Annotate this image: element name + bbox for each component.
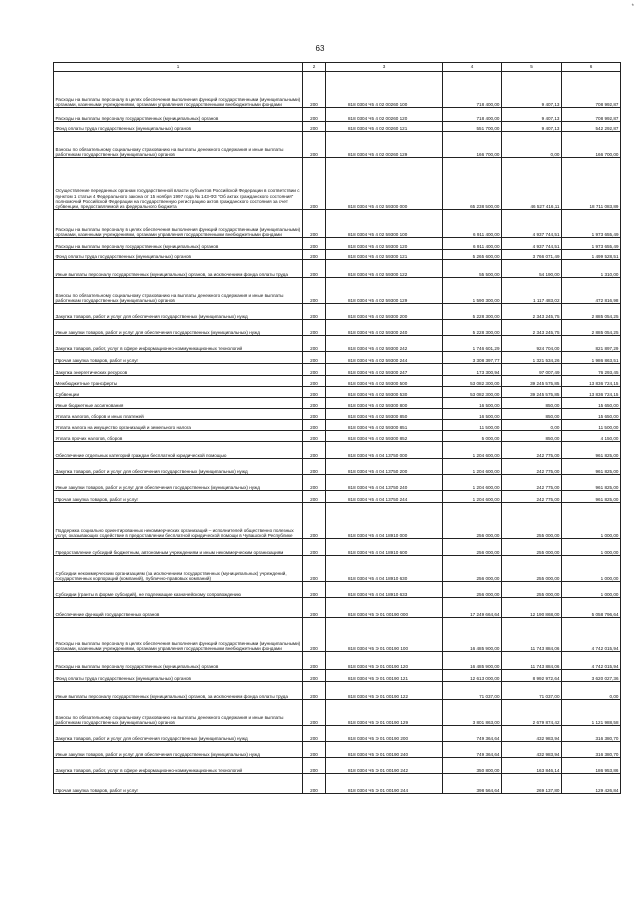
table-row [54,278,621,304]
table-row [54,442,621,459]
table-header-row [54,63,621,72]
table-row [54,132,621,158]
row-code: 200 [303,491,326,503]
unexecuted-amount: 18 711 083,89 [562,158,621,210]
executed-amount: 242 775,00 [502,475,562,491]
budget-classification-code: 818 0304 Ч5 Э 01 00190 240 [326,742,443,758]
row-code: 200 [303,420,326,431]
approved-amount: 256 000,00 [443,556,502,582]
executed-amount: 163 846,14 [502,758,562,774]
unexecuted-amount: 708 992,87 [562,108,621,122]
row-code: 200 [303,278,326,304]
executed-amount: 4 937 744,51 [502,210,562,238]
row-code: 200 [303,539,326,556]
row-code: 200 [303,742,326,758]
row-label: Закупка товаров, работ и услуг для обеспечения государственных (муниципальных) нужд [54,304,303,320]
row-code: 200 [303,260,326,278]
row-code: 200 [303,431,326,442]
row-label: Взносы по обязательному социальному страхованию на выплаты денежного содержания и иные выплаты работникам государственных (муниципальных) органов [54,132,303,158]
executed-amount: 850,00 [502,409,562,420]
table-row [54,652,621,670]
row-code: 200 [303,398,326,409]
budget-classification-code: 818 0304 Ч5 Э 01 00190 120 [326,652,443,670]
row-label: Фонд оплаты труда государственных (муниципальных) органов [54,670,303,682]
table-row [54,238,621,250]
row-code: 200 [303,250,326,260]
row-code: 200 [303,108,326,122]
unexecuted-amount: 2 885 054,25 [562,304,621,320]
column-header-1: 1 [54,63,303,72]
executed-amount: 0,00 [502,420,562,431]
approved-amount: 16 500,00 [443,398,502,409]
executed-amount: 1 321 534,26 [502,352,562,364]
row-label: Закупка товаров, работ и услуг для обеспечения государственных (муниципальных) нужд [54,726,303,742]
budget-classification-code: 818 0304 Ч5 4 02 00260 129 [326,132,443,158]
corner-mark: * [631,4,634,10]
table-row [54,398,621,409]
row-code: 200 [303,726,326,742]
unexecuted-amount: 15 650,00 [562,398,621,409]
executed-amount: 39 245 575,85 [502,376,562,387]
executed-amount: 850,00 [502,398,562,409]
row-code: 200 [303,132,326,158]
budget-classification-code: 818 0304 Ч5 4 02 00260 121 [326,122,443,132]
row-code: 200 [303,475,326,491]
approved-amount: 55 500,00 [443,260,502,278]
row-label: Иные выплаты персоналу государственных (муниципальных) органов, за исключением фонда оплаты труда [54,682,303,700]
executed-amount: 46 527 416,11 [502,158,562,210]
table-row [54,556,621,582]
budget-classification-code: 818 0304 Ч5 4 02 59300 851 [326,420,443,431]
row-code: 200 [303,618,326,652]
row-code: 200 [303,364,326,376]
executed-amount: 0,00 [502,132,562,158]
approved-amount: 1 746 601,29 [443,336,502,352]
approved-amount: 173 300,94 [443,364,502,376]
unexecuted-amount: 1 499 528,51 [562,250,621,260]
row-label: Обеспечение отдельных категорий граждан бесплатной юридической помощью [54,442,303,459]
budget-classification-code: 818 0304 Ч5 4 02 59300 200 [326,304,443,320]
executed-amount: 2 343 245,75 [502,320,562,336]
row-label: Уплата налогов, сборов и иных платежей [54,409,303,420]
budget-classification-code: 818 0304 Ч5 4 02 59300 121 [326,250,443,260]
column-header-2: 2 [303,63,326,72]
budget-classification-code: 818 0304 Ч5 4 04 13750 200 [326,459,443,475]
budget-classification-code: 818 0304 Ч5 4 02 59300 850 [326,409,443,420]
approved-amount: 5 228 300,00 [443,320,502,336]
row-label: Закупка товаров, работ и услуг для обеспечения государственных (муниципальных) нужд [54,459,303,475]
row-label: Субвенции [54,387,303,398]
executed-amount: 432 983,94 [502,726,562,742]
unexecuted-amount: 961 825,00 [562,459,621,475]
table-row [54,503,621,539]
row-label: Субсидии (гранты в форме субсидий), не подлежащие казначейскому сопровождению [54,582,303,598]
budget-classification-code: 818 0304 Ч5 4 02 59300 242 [326,336,443,352]
table-row [54,475,621,491]
row-label: Расходы на выплаты персоналу государственных (муниципальных) органов [54,652,303,670]
row-label: Обеспечение функций государственных органов [54,598,303,618]
row-label: Осуществление переданных органам государственной власти субъектов Российской Федерации в соответствии с пунктом 1 статьи 4 Федерального закона от 15 ноября 1997 года № 143-ФЗ "Об актах гражданского состояния" полномочий Российской Федерации на государственную регистрацию актов гражданского состояния за счет субвенции, предоставляемой из федерального бюджета [54,158,303,210]
table-row [54,320,621,336]
table-row [54,742,621,758]
row-label: Расходы на выплаты персоналу в целях обеспечения выполнения функций государственными (муниципальными) органами, казенными учреждениями, органами управления государственными внебюджетными фондами [54,210,303,238]
table-row [54,336,621,352]
budget-classification-code: 818 0304 Ч5 4 02 59300 500 [326,376,443,387]
budget-classification-code: 818 0304 Ч5 4 02 59300 530 [326,387,443,398]
budget-classification-code: 818 0304 Ч5 4 02 59300 129 [326,278,443,304]
row-code: 200 [303,304,326,320]
unexecuted-amount: 1 973 655,49 [562,210,621,238]
approved-amount: 65 238 500,00 [443,158,502,210]
row-label: Межбюджетные трансферты [54,376,303,387]
row-label: Иные выплаты персоналу государственных (муниципальных) органов, за исключением фонда оплаты труда [54,260,303,278]
executed-amount: 11 743 884,06 [502,652,562,670]
executed-amount: 54 190,00 [502,260,562,278]
approved-amount: 11 500,00 [443,420,502,431]
table-row [54,420,621,431]
row-code: 200 [303,774,326,794]
table-row [54,260,621,278]
budget-classification-code: 818 0304 Ч5 Э 01 00190 244 [326,774,443,794]
approved-amount: 6 911 400,00 [443,210,502,238]
unexecuted-amount: 15 650,00 [562,409,621,420]
approved-amount: 256 000,00 [443,539,502,556]
executed-amount: 4 937 744,51 [502,238,562,250]
table-row [54,387,621,398]
executed-amount: 2 679 874,42 [502,700,562,726]
executed-amount: 924 704,00 [502,336,562,352]
budget-classification-code: 818 0304 Ч5 4 02 59300 122 [326,260,443,278]
row-code: 200 [303,336,326,352]
table-row [54,726,621,742]
table-row [54,250,621,260]
row-label: Фонд оплаты труда государственных (муниципальных) органов [54,250,303,260]
budget-classification-code: 818 0304 Ч5 4 04 13750 244 [326,491,443,503]
row-code: 200 [303,442,326,459]
budget-classification-code: 818 0304 Ч5 4 04 18910 633 [326,582,443,598]
table-row [54,352,621,364]
approved-amount: 1 204 600,00 [443,459,502,475]
row-code: 200 [303,210,326,238]
row-code: 200 [303,598,326,618]
page-number: 63 [315,44,325,53]
budget-classification-code: 818 0304 Ч5 4 04 13750 240 [326,475,443,491]
table-row [54,108,621,122]
row-code: 200 [303,503,326,539]
executed-amount: 9 407,13 [502,108,562,122]
table-row [54,376,621,387]
budget-classification-code: 818 0304 Ч5 4 04 13750 000 [326,442,443,459]
executed-amount: 255 000,00 [502,503,562,539]
row-label: Иные закупки товаров, работ и услуг для обеспечения государственных (муниципальных) нужд [54,320,303,336]
column-header-5: 5 [502,63,562,72]
approved-amount: 1 204 600,00 [443,491,502,503]
table-row [54,774,621,794]
row-code: 200 [303,652,326,670]
row-label: Субсидии некоммерческим организациям (за исключением государственных (муниципальных) учреждений, государственных корпораций (компаний), публично-правовых компаний) [54,556,303,582]
executed-amount: 850,00 [502,431,562,442]
row-label: Поддержка социально ориентированных некоммерческих организаций – исполнителей общественно полезных услуг, оказывающих содействие в предоставлении бесплатной юридической помощи в Чувашской Республике [54,503,303,539]
table-body [54,72,621,794]
unexecuted-amount: 1 310,00 [562,260,621,278]
unexecuted-amount: 1 973 655,49 [562,238,621,250]
approved-amount: 6 911 400,00 [443,238,502,250]
approved-amount: 256 000,00 [443,582,502,598]
budget-classification-code: 818 0304 Ч5 Э 01 00190 121 [326,670,443,682]
unexecuted-amount: 129 426,84 [562,774,621,794]
row-code: 200 [303,670,326,682]
executed-amount: 2 343 245,75 [502,304,562,320]
budget-classification-code: 818 0304 Ч5 4 02 59300 120 [326,238,443,250]
row-label: Взносы по обязательному социальному страхованию на выплаты денежного содержания и иные выплаты работникам государственных (муниципальных) органов [54,700,303,726]
budget-classification-code: 818 0304 Ч5 4 02 59300 244 [326,352,443,364]
table-row [54,210,621,238]
unexecuted-amount: 5 058 796,64 [562,598,621,618]
row-code: 200 [303,409,326,420]
approved-amount: 350 800,00 [443,758,502,774]
unexecuted-amount: 961 825,00 [562,475,621,491]
executed-amount: 1 117 483,02 [502,278,562,304]
row-label: Прочая закупка товаров, работ и услуг [54,774,303,794]
unexecuted-amount: 316 380,70 [562,726,621,742]
executed-amount: 269 137,80 [502,774,562,794]
row-label: Закупка энергетических ресурсов [54,364,303,376]
executed-amount: 11 743 884,06 [502,618,562,652]
row-label: Расходы на выплаты персоналу государственных (муниципальных) органов [54,238,303,250]
executed-amount: 9 407,13 [502,72,562,108]
budget-classification-code: 818 0304 Ч5 4 02 59300 100 [326,210,443,238]
approved-amount: 398 564,64 [443,774,502,794]
row-code: 200 [303,238,326,250]
approved-amount: 3 801 863,00 [443,700,502,726]
row-label: Взносы по обязательному социальному страхованию на выплаты денежного содержания и иные выплаты работникам государственных (муниципальных) органов [54,278,303,304]
table-row [54,364,621,376]
budget-classification-code: 818 0304 Ч5 Э 01 00190 129 [326,700,443,726]
budget-classification-code: 818 0304 Ч5 4 02 59300 800 [326,398,443,409]
row-label: Прочая закупка товаров, работ и услуг [54,491,303,503]
row-code: 200 [303,158,326,210]
row-label: Расходы на выплаты персоналу в целях обеспечения выполнения функций государственными (муниципальными) органами, казенными учреждениями, органами управления государственными внебюджетными фондами [54,618,303,652]
unexecuted-amount: 1 000,00 [562,539,621,556]
unexecuted-amount: 316 380,70 [562,742,621,758]
unexecuted-amount: 961 825,00 [562,491,621,503]
row-label: Уплата прочих налогов, сборов [54,431,303,442]
executed-amount: 242 775,00 [502,442,562,459]
unexecuted-amount: 0,00 [562,682,621,700]
unexecuted-amount: 1 986 863,51 [562,352,621,364]
table-row [54,459,621,475]
approved-amount: 5 228 300,00 [443,304,502,320]
table-row [54,409,621,420]
unexecuted-amount: 4 742 015,94 [562,652,621,670]
table-row [54,700,621,726]
budget-classification-code: 818 0304 Ч5 4 02 00260 120 [326,108,443,122]
table-row [54,670,621,682]
unexecuted-amount: 13 836 724,15 [562,387,621,398]
column-header-4: 4 [443,63,502,72]
executed-amount: 9 407,13 [502,122,562,132]
approved-amount: 16 485 900,00 [443,618,502,652]
unexecuted-amount: 2 885 054,25 [562,320,621,336]
row-code: 200 [303,556,326,582]
table-row [54,758,621,774]
unexecuted-amount: 1 000,00 [562,582,621,598]
unexecuted-amount: 186 953,86 [562,758,621,774]
budget-classification-code: 818 0304 Ч5 4 02 59300 240 [326,320,443,336]
approved-amount: 166 700,00 [443,132,502,158]
table-row [54,72,621,108]
budget-table [53,62,621,794]
table-row [54,682,621,700]
row-label: Закупка товаров, работ, услуг в сфере информационно-коммуникационных технологий [54,336,303,352]
unexecuted-amount: 13 836 724,15 [562,376,621,387]
row-code: 200 [303,700,326,726]
executed-amount: 242 775,00 [502,491,562,503]
executed-amount: 12 190 868,00 [502,598,562,618]
approved-amount: 16 485 900,00 [443,652,502,670]
budget-classification-code: 818 0304 Ч5 4 04 18910 000 [326,503,443,539]
row-code: 200 [303,376,326,387]
unexecuted-amount: 166 700,00 [562,132,621,158]
approved-amount: 1 204 600,00 [443,475,502,491]
row-code: 200 [303,459,326,475]
row-code: 200 [303,387,326,398]
approved-amount: 3 308 397,77 [443,352,502,364]
column-header-3: 3 [326,63,443,72]
budget-classification-code: 818 0304 Ч5 Э 01 00190 122 [326,682,443,700]
row-code: 200 [303,582,326,598]
table-row [54,539,621,556]
budget-classification-code: 818 0304 Ч5 Э 01 00190 100 [326,618,443,652]
row-label: Уплата налога на имущество организаций и земельного налога [54,420,303,431]
row-code: 200 [303,352,326,364]
budget-classification-code: 818 0304 Ч5 4 02 59300 852 [326,431,443,442]
approved-amount: 551 700,00 [443,122,502,132]
row-label: Иные бюджетные ассигнования [54,398,303,409]
approved-amount: 749 364,64 [443,726,502,742]
executed-amount: 71 037,00 [502,682,562,700]
row-label: Иные закупки товаров, работ и услуг для обеспечения государственных (муниципальных) нужд [54,475,303,491]
approved-amount: 1 204 600,00 [443,442,502,459]
unexecuted-amount: 1 000,00 [562,556,621,582]
table-row [54,304,621,320]
approved-amount: 53 082 300,00 [443,376,502,387]
table-row [54,598,621,618]
approved-amount: 12 613 000,00 [443,670,502,682]
budget-classification-code: 818 0304 Ч5 Э 01 00190 200 [326,726,443,742]
unexecuted-amount: 4 742 015,94 [562,618,621,652]
executed-amount: 432 983,94 [502,742,562,758]
budget-classification-code: 818 0304 Ч5 Э 01 00190 000 [326,598,443,618]
executed-amount: 242 775,00 [502,459,562,475]
table-row [54,122,621,132]
approved-amount: 5 265 600,00 [443,250,502,260]
budget-classification-code: 818 0304 Ч5 4 04 18910 600 [326,539,443,556]
budget-classification-code: 818 0304 Ч5 4 02 00260 100 [326,72,443,108]
approved-amount: 1 590 300,00 [443,278,502,304]
executed-amount: 97 007,49 [502,364,562,376]
unexecuted-amount: 542 292,87 [562,122,621,132]
executed-amount: 255 000,00 [502,582,562,598]
row-label: Закупка товаров, работ, услуг в сфере информационно-коммуникационных технологий [54,758,303,774]
table-row [54,431,621,442]
unexecuted-amount: 472 816,98 [562,278,621,304]
budget-classification-code: 818 0304 Ч5 Э 01 00190 242 [326,758,443,774]
row-label: Иные закупки товаров, работ и услуг для обеспечения государственных (муниципальных) нужд [54,742,303,758]
approved-amount: 718 400,00 [443,108,502,122]
budget-classification-code: 818 0304 Ч5 4 02 59300 000 [326,158,443,210]
table-row [54,582,621,598]
table-row [54,491,621,503]
unexecuted-amount: 4 150,00 [562,431,621,442]
unexecuted-amount: 76 293,45 [562,364,621,376]
table-row [54,618,621,652]
unexecuted-amount: 1 121 988,58 [562,700,621,726]
unexecuted-amount: 821 897,29 [562,336,621,352]
budget-classification-code: 818 0304 Ч5 4 02 59300 247 [326,364,443,376]
unexecuted-amount: 11 500,00 [562,420,621,431]
approved-amount: 53 082 300,00 [443,387,502,398]
row-code: 200 [303,682,326,700]
column-header-6: 6 [562,63,621,72]
row-code: 200 [303,320,326,336]
approved-amount: 749 364,64 [443,742,502,758]
approved-amount: 718 400,00 [443,72,502,108]
unexecuted-amount: 1 000,00 [562,503,621,539]
row-label: Фонд оплаты труда государственных (муниципальных) органов [54,122,303,132]
row-label: Прочая закупка товаров, работ и услуг [54,352,303,364]
unexecuted-amount: 3 620 027,36 [562,670,621,682]
approved-amount: 16 500,00 [443,409,502,420]
approved-amount: 71 037,00 [443,682,502,700]
row-label: Предоставление субсидий бюджетным, автономным учреждениям и иным некоммерческим организациям [54,539,303,556]
table-row [54,158,621,210]
executed-amount: 8 992 972,64 [502,670,562,682]
unexecuted-amount: 961 825,00 [562,442,621,459]
row-code: 200 [303,758,326,774]
executed-amount: 3 766 071,49 [502,250,562,260]
executed-amount: 255 000,00 [502,556,562,582]
row-label: Расходы на выплаты персоналу государственных (муниципальных) органов [54,108,303,122]
budget-classification-code: 818 0304 Ч5 4 04 18910 630 [326,556,443,582]
unexecuted-amount: 708 992,87 [562,72,621,108]
row-label: Расходы на выплаты персоналу в целях обеспечения выполнения функций государственными (муниципальными) органами, казенными учреждениями, органами управления государственными внебюджетными фондами [54,72,303,108]
approved-amount: 17 249 664,64 [443,598,502,618]
executed-amount: 255 000,00 [502,539,562,556]
approved-amount: 256 000,00 [443,503,502,539]
approved-amount: 5 000,00 [443,431,502,442]
executed-amount: 39 245 575,85 [502,387,562,398]
row-code: 200 [303,72,326,108]
row-code: 200 [303,122,326,132]
